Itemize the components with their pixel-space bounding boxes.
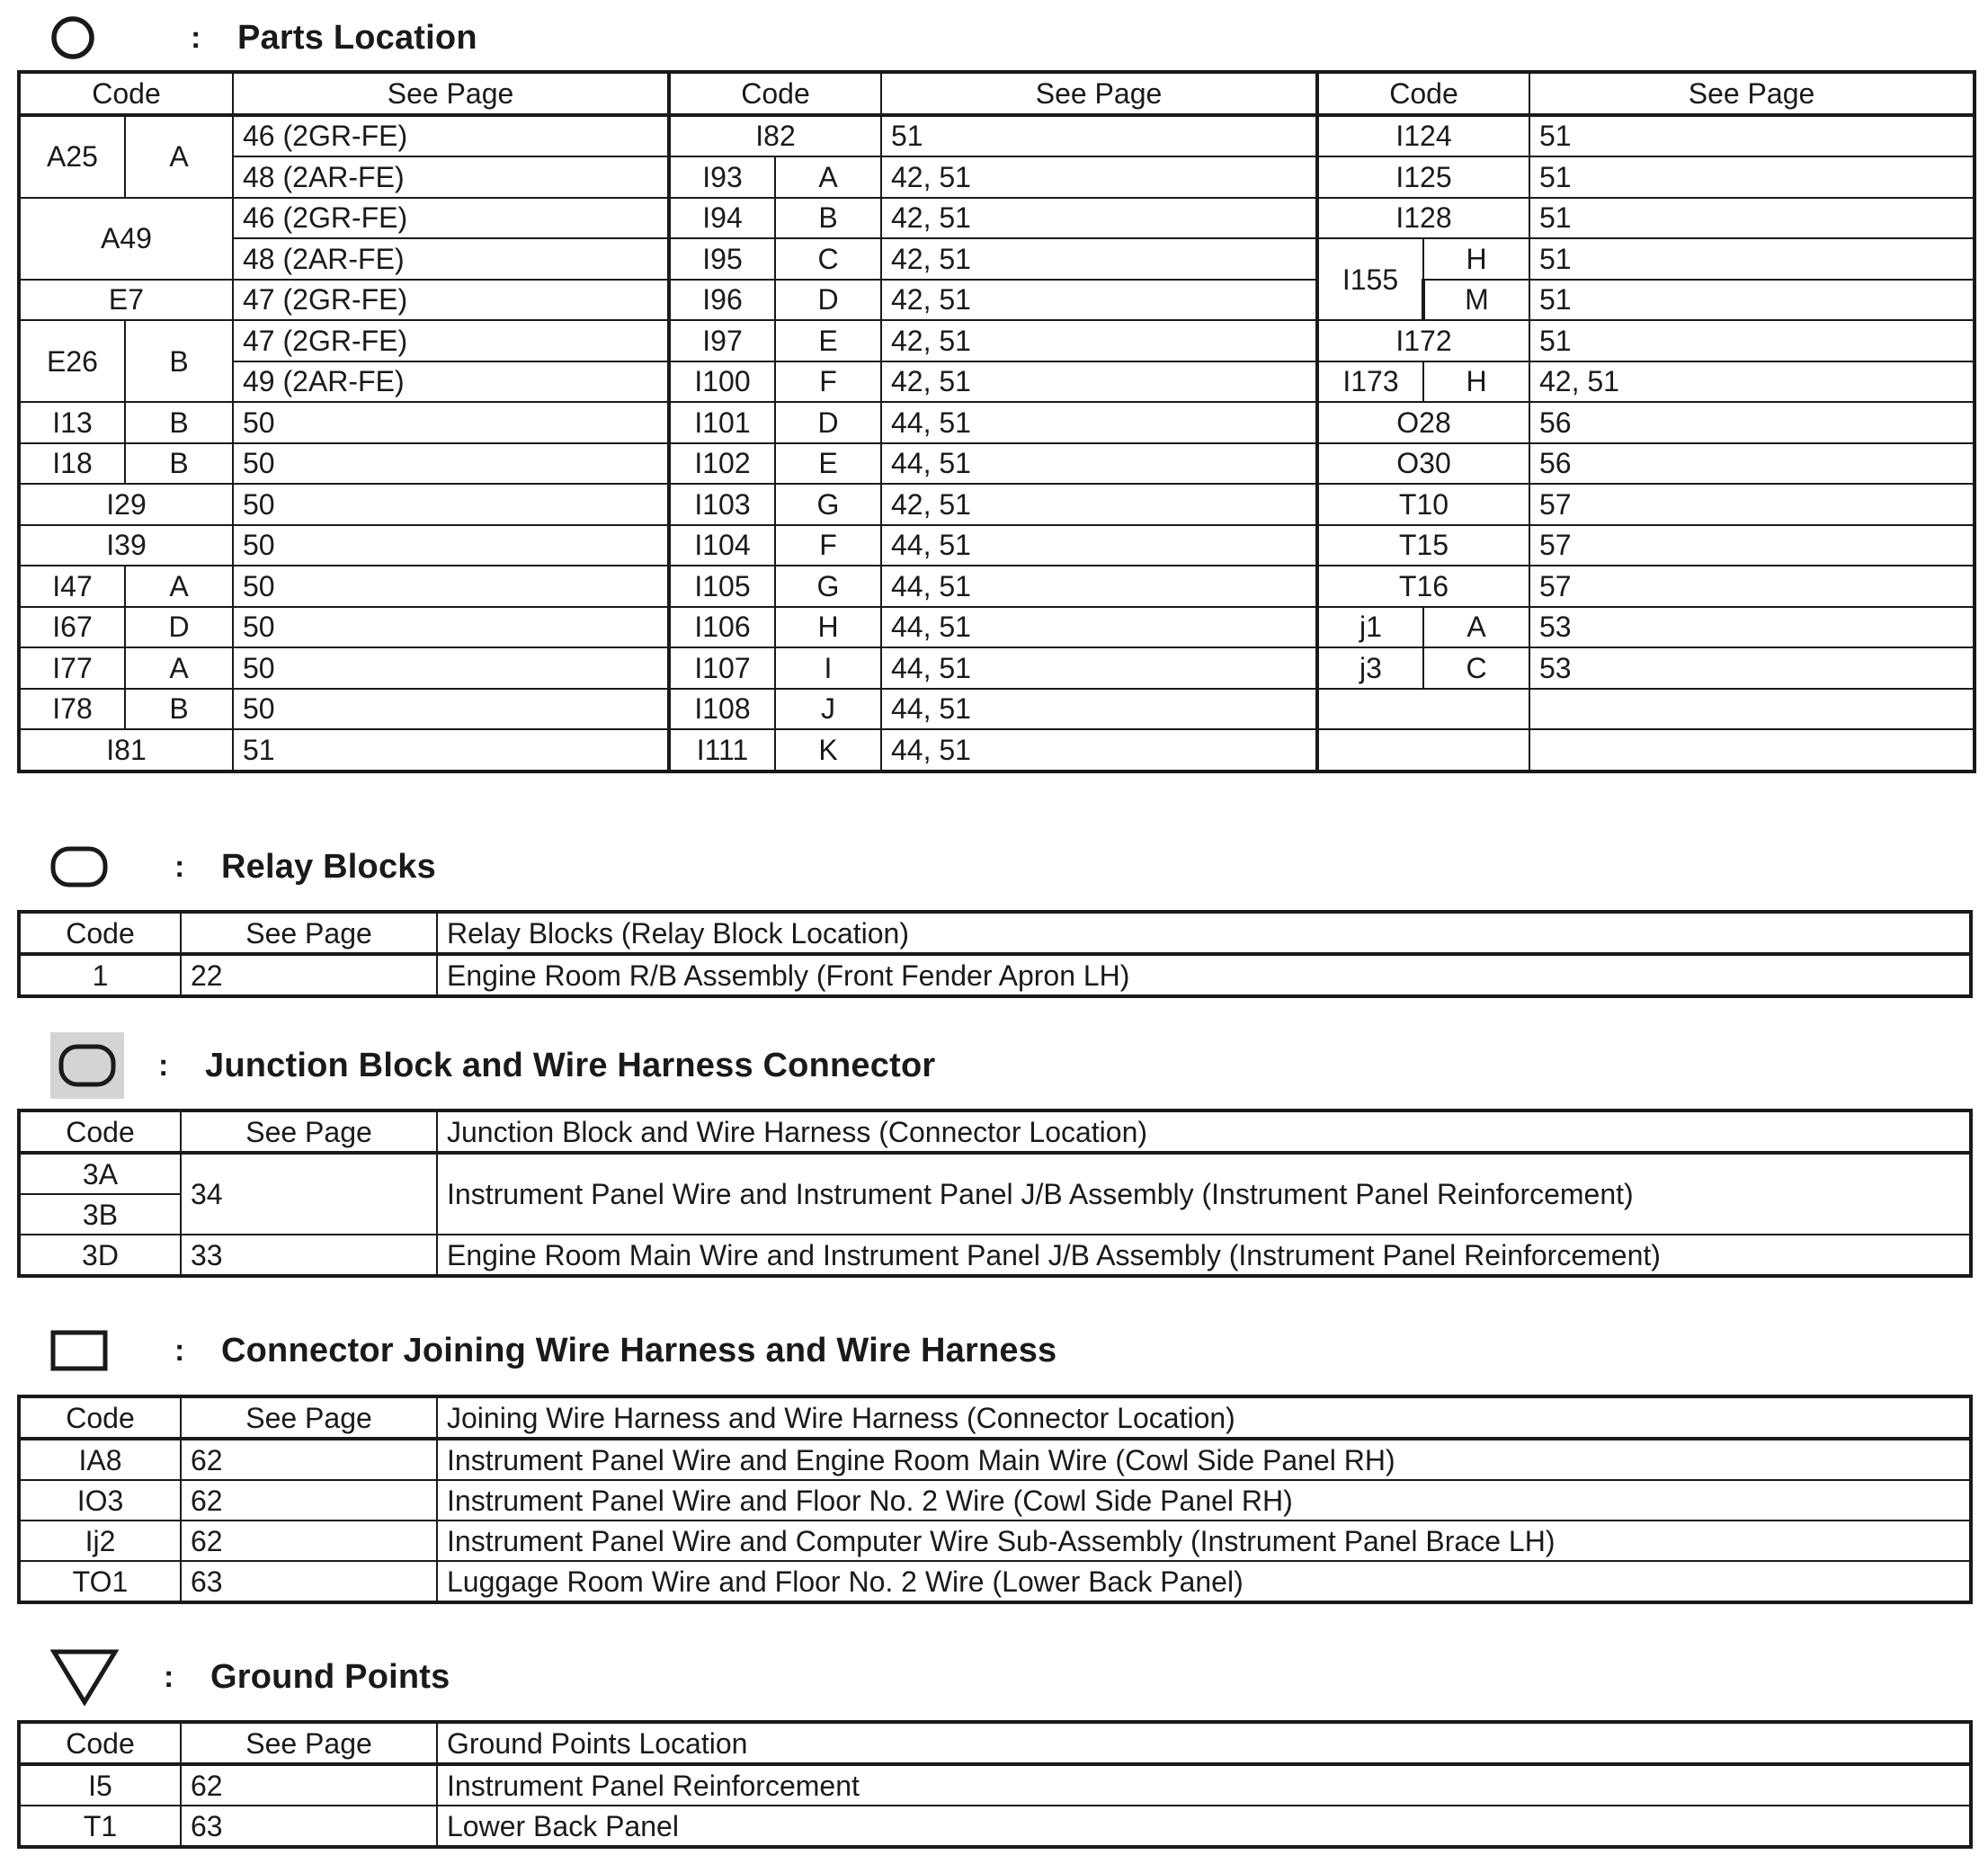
see-page-cell: 51 [233,729,669,771]
header-row [19,912,1971,954]
code-cell: I103 [669,484,775,525]
code-cell [1317,689,1529,730]
see-page-header: See Page [233,72,669,115]
heading-colon: : [174,1333,185,1368]
table-row [19,484,1975,525]
see-page-cell: 50 [233,525,669,566]
code-cell: I47 [19,566,125,607]
table-row [19,402,1975,443]
header-row [19,72,1975,115]
see-page-cell: 47 (2GR-FE) [233,320,669,361]
code-cell: T16 [1317,566,1529,607]
junction-block-table [17,1109,1973,1278]
code-cell: I105 [669,566,775,607]
see-page-cell: 42, 51 [881,238,1317,280]
description-cell: Lower Back Panel [437,1806,1971,1847]
code-cell: I173 [1317,361,1423,403]
sub-code-cell: G [775,566,881,607]
table-row [19,566,1975,607]
see-page-cell: 44, 51 [881,647,1317,689]
sub-code-cell: A [775,156,881,198]
description-cell: Instrument Panel Wire and Engine Room Main Wire (Cowl Side Panel RH) [437,1439,1971,1480]
heading-colon: : [191,20,201,55]
header-row [19,1110,1971,1153]
rounded-rect-icon [50,829,133,905]
code-cell: I81 [19,729,233,771]
table-row [19,689,1975,730]
see-page-cell: 33 [181,1235,437,1276]
see-page-cell: 46 (2GR-FE) [233,115,669,157]
sub-code-cell: C [775,238,881,280]
code-cell: I155 [1317,238,1423,320]
description-cell: Luggage Room Wire and Floor No. 2 Wire (Lower Back Panel) [437,1561,1971,1602]
sub-code-cell: D [775,280,881,321]
sub-code-cell: B [125,402,233,443]
triangle-down-icon [50,1639,133,1715]
sub-code-cell: F [775,361,881,403]
code-cell: j3 [1317,647,1423,689]
table-row [19,280,1975,321]
sub-code-cell: I [775,647,881,689]
see-page-cell: 42, 51 [881,320,1317,361]
code-header: Code [19,1722,181,1764]
sub-code-cell: K [775,729,881,771]
sub-code-cell: H [1423,238,1529,280]
see-page-cell: 56 [1529,443,1975,485]
junction-block-heading [50,1028,935,1103]
code-cell: Ij2 [19,1521,181,1561]
table-row [19,361,1975,403]
see-page-cell: 50 [233,566,669,607]
code-cell: I97 [669,320,775,361]
see-page-cell: 57 [1529,525,1975,566]
code-cell: IO3 [19,1480,181,1521]
code-cell: I101 [669,402,775,443]
code-header: Code [19,1396,181,1439]
table-row [19,1764,1971,1806]
code-cell: T1 [19,1806,181,1847]
table-row [19,443,1975,485]
table-row [19,954,1971,996]
see-page-cell: 50 [233,647,669,689]
sub-code-cell: G [775,484,881,525]
sub-code-cell: F [775,525,881,566]
see-page-cell: 50 [233,607,669,648]
description-header: Ground Points Location [437,1722,1971,1764]
code-cell: E26 [19,320,125,402]
connector-joining-table [17,1395,1973,1604]
see-page-cell: 62 [181,1521,437,1561]
code-cell: I29 [19,484,233,525]
parts-location-table [17,70,1976,773]
code-cell: j1 [1317,607,1423,648]
table-row [19,156,1975,198]
see-page-cell: 22 [181,954,437,996]
code-cell: I67 [19,607,125,648]
description-cell: Instrument Panel Wire and Computer Wire Sub-Assembly (Instrument Panel Brace LH) [437,1521,1971,1561]
section-title: Relay Blocks [221,847,436,886]
code-cell: 3A [19,1153,181,1194]
code-cell: I125 [1317,156,1529,198]
see-page-cell [1529,729,1975,771]
relay-blocks-heading [50,829,436,905]
code-cell: I82 [669,115,881,157]
code-cell: I39 [19,525,233,566]
sub-code-cell: B [125,320,233,402]
see-page-cell: 57 [1529,566,1975,607]
see-page-cell: 51 [1529,115,1975,157]
code-cell: IA8 [19,1439,181,1480]
code-cell: E7 [19,280,233,321]
ground-points-table [17,1720,1973,1849]
sub-code-cell: E [775,443,881,485]
description-cell: Instrument Panel Reinforcement [437,1764,1971,1806]
see-page-cell: 50 [233,402,669,443]
see-page-cell: 63 [181,1561,437,1602]
code-cell: I93 [669,156,775,198]
shaded-rounded-rect-icon [50,1028,133,1103]
see-page-cell [1529,689,1975,730]
see-page-cell: 62 [181,1439,437,1480]
sub-code-cell: H [1423,361,1529,403]
see-page-cell: 53 [1529,647,1975,689]
table-row [19,1521,1971,1561]
code-cell: A25 [19,115,125,198]
see-page-header: See Page [881,72,1317,115]
code-cell: I108 [669,689,775,730]
code-cell: I111 [669,729,775,771]
code-cell: I102 [669,443,775,485]
see-page-header: See Page [1529,72,1975,115]
table-row [19,1153,1971,1194]
section-title: Junction Block and Wire Harness Connector [205,1046,936,1084]
see-page-cell: 44, 51 [881,525,1317,566]
see-page-cell: 51 [1529,198,1975,239]
see-page-cell: 44, 51 [881,402,1317,443]
table-row [19,1480,1971,1521]
code-cell: I107 [669,647,775,689]
code-cell: I172 [1317,320,1529,361]
see-page-cell: 63 [181,1806,437,1847]
code-header: Code [19,1110,181,1153]
header-row [19,1722,1971,1764]
see-page-cell: 51 [1529,156,1975,198]
sub-code-cell: E [775,320,881,361]
table-row [19,525,1975,566]
sub-code-cell: M [1423,280,1529,321]
code-cell: TO1 [19,1561,181,1602]
sub-code-cell: A [125,647,233,689]
see-page-cell: 62 [181,1764,437,1806]
section-title: Ground Points [210,1657,450,1696]
see-page-cell: 50 [233,689,669,730]
table-row [19,238,1975,280]
code-cell: 3B [19,1194,181,1235]
table-row [19,1561,1971,1602]
section-title: Parts Location [237,18,477,57]
code-cell: I78 [19,689,125,730]
see-page-header: See Page [181,1396,437,1439]
description-header: Junction Block and Wire Harness (Connector Location) [437,1110,1971,1153]
code-cell: I124 [1317,115,1529,157]
table-row [19,198,1975,239]
sub-code-cell: B [125,443,233,485]
see-page-cell: 42, 51 [881,156,1317,198]
code-cell: I77 [19,647,125,689]
see-page-cell: 62 [181,1480,437,1521]
see-page-cell: 51 [1529,320,1975,361]
see-page-cell: 57 [1529,484,1975,525]
sub-code-cell: H [775,607,881,648]
parts-location-heading [50,0,477,76]
see-page-cell: 44, 51 [881,729,1317,771]
sub-code-cell: B [775,198,881,239]
code-cell: I18 [19,443,125,485]
see-page-cell: 51 [881,115,1317,157]
sub-code-cell: C [1423,647,1529,689]
code-cell: I95 [669,238,775,280]
table-row [19,1806,1971,1847]
sub-code-cell: B [125,689,233,730]
see-page-cell: 42, 51 [881,361,1317,403]
code-cell: I106 [669,607,775,648]
table-row [19,729,1975,771]
sub-code-cell: J [775,689,881,730]
heading-colon: : [174,849,185,884]
code-cell: I104 [669,525,775,566]
see-page-cell: 53 [1529,607,1975,648]
see-page-header: See Page [181,1722,437,1764]
see-page-cell: 51 [1529,280,1975,321]
heading-colon: : [158,1048,169,1083]
description-cell: Engine Room Main Wire and Instrument Panel J/B Assembly (Instrument Panel Reinforcement) [437,1235,1971,1276]
connector-joining-heading [50,1313,1056,1388]
see-page-header: See Page [181,1110,437,1153]
see-page-cell: 44, 51 [881,689,1317,730]
code-cell: 1 [19,954,181,996]
code-cell: A49 [19,198,233,280]
table-row [19,607,1975,648]
see-page-cell: 48 (2AR-FE) [233,238,669,280]
see-page-cell: 42, 51 [1529,361,1975,403]
see-page-cell: 34 [181,1153,437,1235]
code-cell: O30 [1317,443,1529,485]
description-header: Joining Wire Harness and Wire Harness (Connector Location) [437,1396,1971,1439]
sub-code-cell: A [125,566,233,607]
see-page-cell: 44, 51 [881,607,1317,648]
code-cell: I128 [1317,198,1529,239]
code-header: Code [669,72,881,115]
relay-blocks-table [17,910,1973,998]
see-page-cell: 42, 51 [881,484,1317,525]
table-row [19,1235,1971,1276]
see-page-cell: 46 (2GR-FE) [233,198,669,239]
circle-icon [50,0,133,76]
description-cell: Instrument Panel Wire and Floor No. 2 Wire (Cowl Side Panel RH) [437,1480,1971,1521]
code-cell: I13 [19,402,125,443]
see-page-cell: 50 [233,443,669,485]
see-page-cell: 48 (2AR-FE) [233,156,669,198]
ground-points-heading [50,1639,450,1715]
code-cell: 3D [19,1235,181,1276]
code-cell [1317,729,1529,771]
code-cell: I94 [669,198,775,239]
code-header: Code [1317,72,1529,115]
see-page-cell: 51 [1529,238,1975,280]
sub-code-cell: D [125,607,233,648]
code-header: Code [19,72,233,115]
description-cell: Instrument Panel Wire and Instrument Panel J/B Assembly (Instrument Panel Reinforcement) [437,1153,1971,1235]
code-cell: T10 [1317,484,1529,525]
see-page-cell: 56 [1529,402,1975,443]
code-cell: T15 [1317,525,1529,566]
description-header: Relay Blocks (Relay Block Location) [437,912,1971,954]
sub-code-cell: A [1423,607,1529,648]
see-page-cell: 47 (2GR-FE) [233,280,669,321]
description-cell: Engine Room R/B Assembly (Front Fender Apron LH) [437,954,1971,996]
code-cell: I96 [669,280,775,321]
see-page-cell: 44, 51 [881,443,1317,485]
table-row [19,115,1975,157]
code-header: Code [19,912,181,954]
see-page-cell: 42, 51 [881,198,1317,239]
see-page-cell: 44, 51 [881,566,1317,607]
heading-colon: : [164,1659,174,1694]
see-page-cell: 50 [233,484,669,525]
see-page-cell: 49 (2AR-FE) [233,361,669,403]
sub-code-cell: A [125,115,233,198]
table-row [19,647,1975,689]
code-cell: I5 [19,1764,181,1806]
see-page-cell: 42, 51 [881,280,1317,321]
sub-code-cell: D [775,402,881,443]
header-row [19,1396,1971,1439]
table-row [19,320,1975,361]
table-row [19,1439,1971,1480]
see-page-header: See Page [181,912,437,954]
rectangle-icon [50,1313,133,1388]
code-cell: I100 [669,361,775,403]
section-title: Connector Joining Wire Harness and Wire Harness [221,1331,1057,1369]
code-cell: O28 [1317,402,1529,443]
